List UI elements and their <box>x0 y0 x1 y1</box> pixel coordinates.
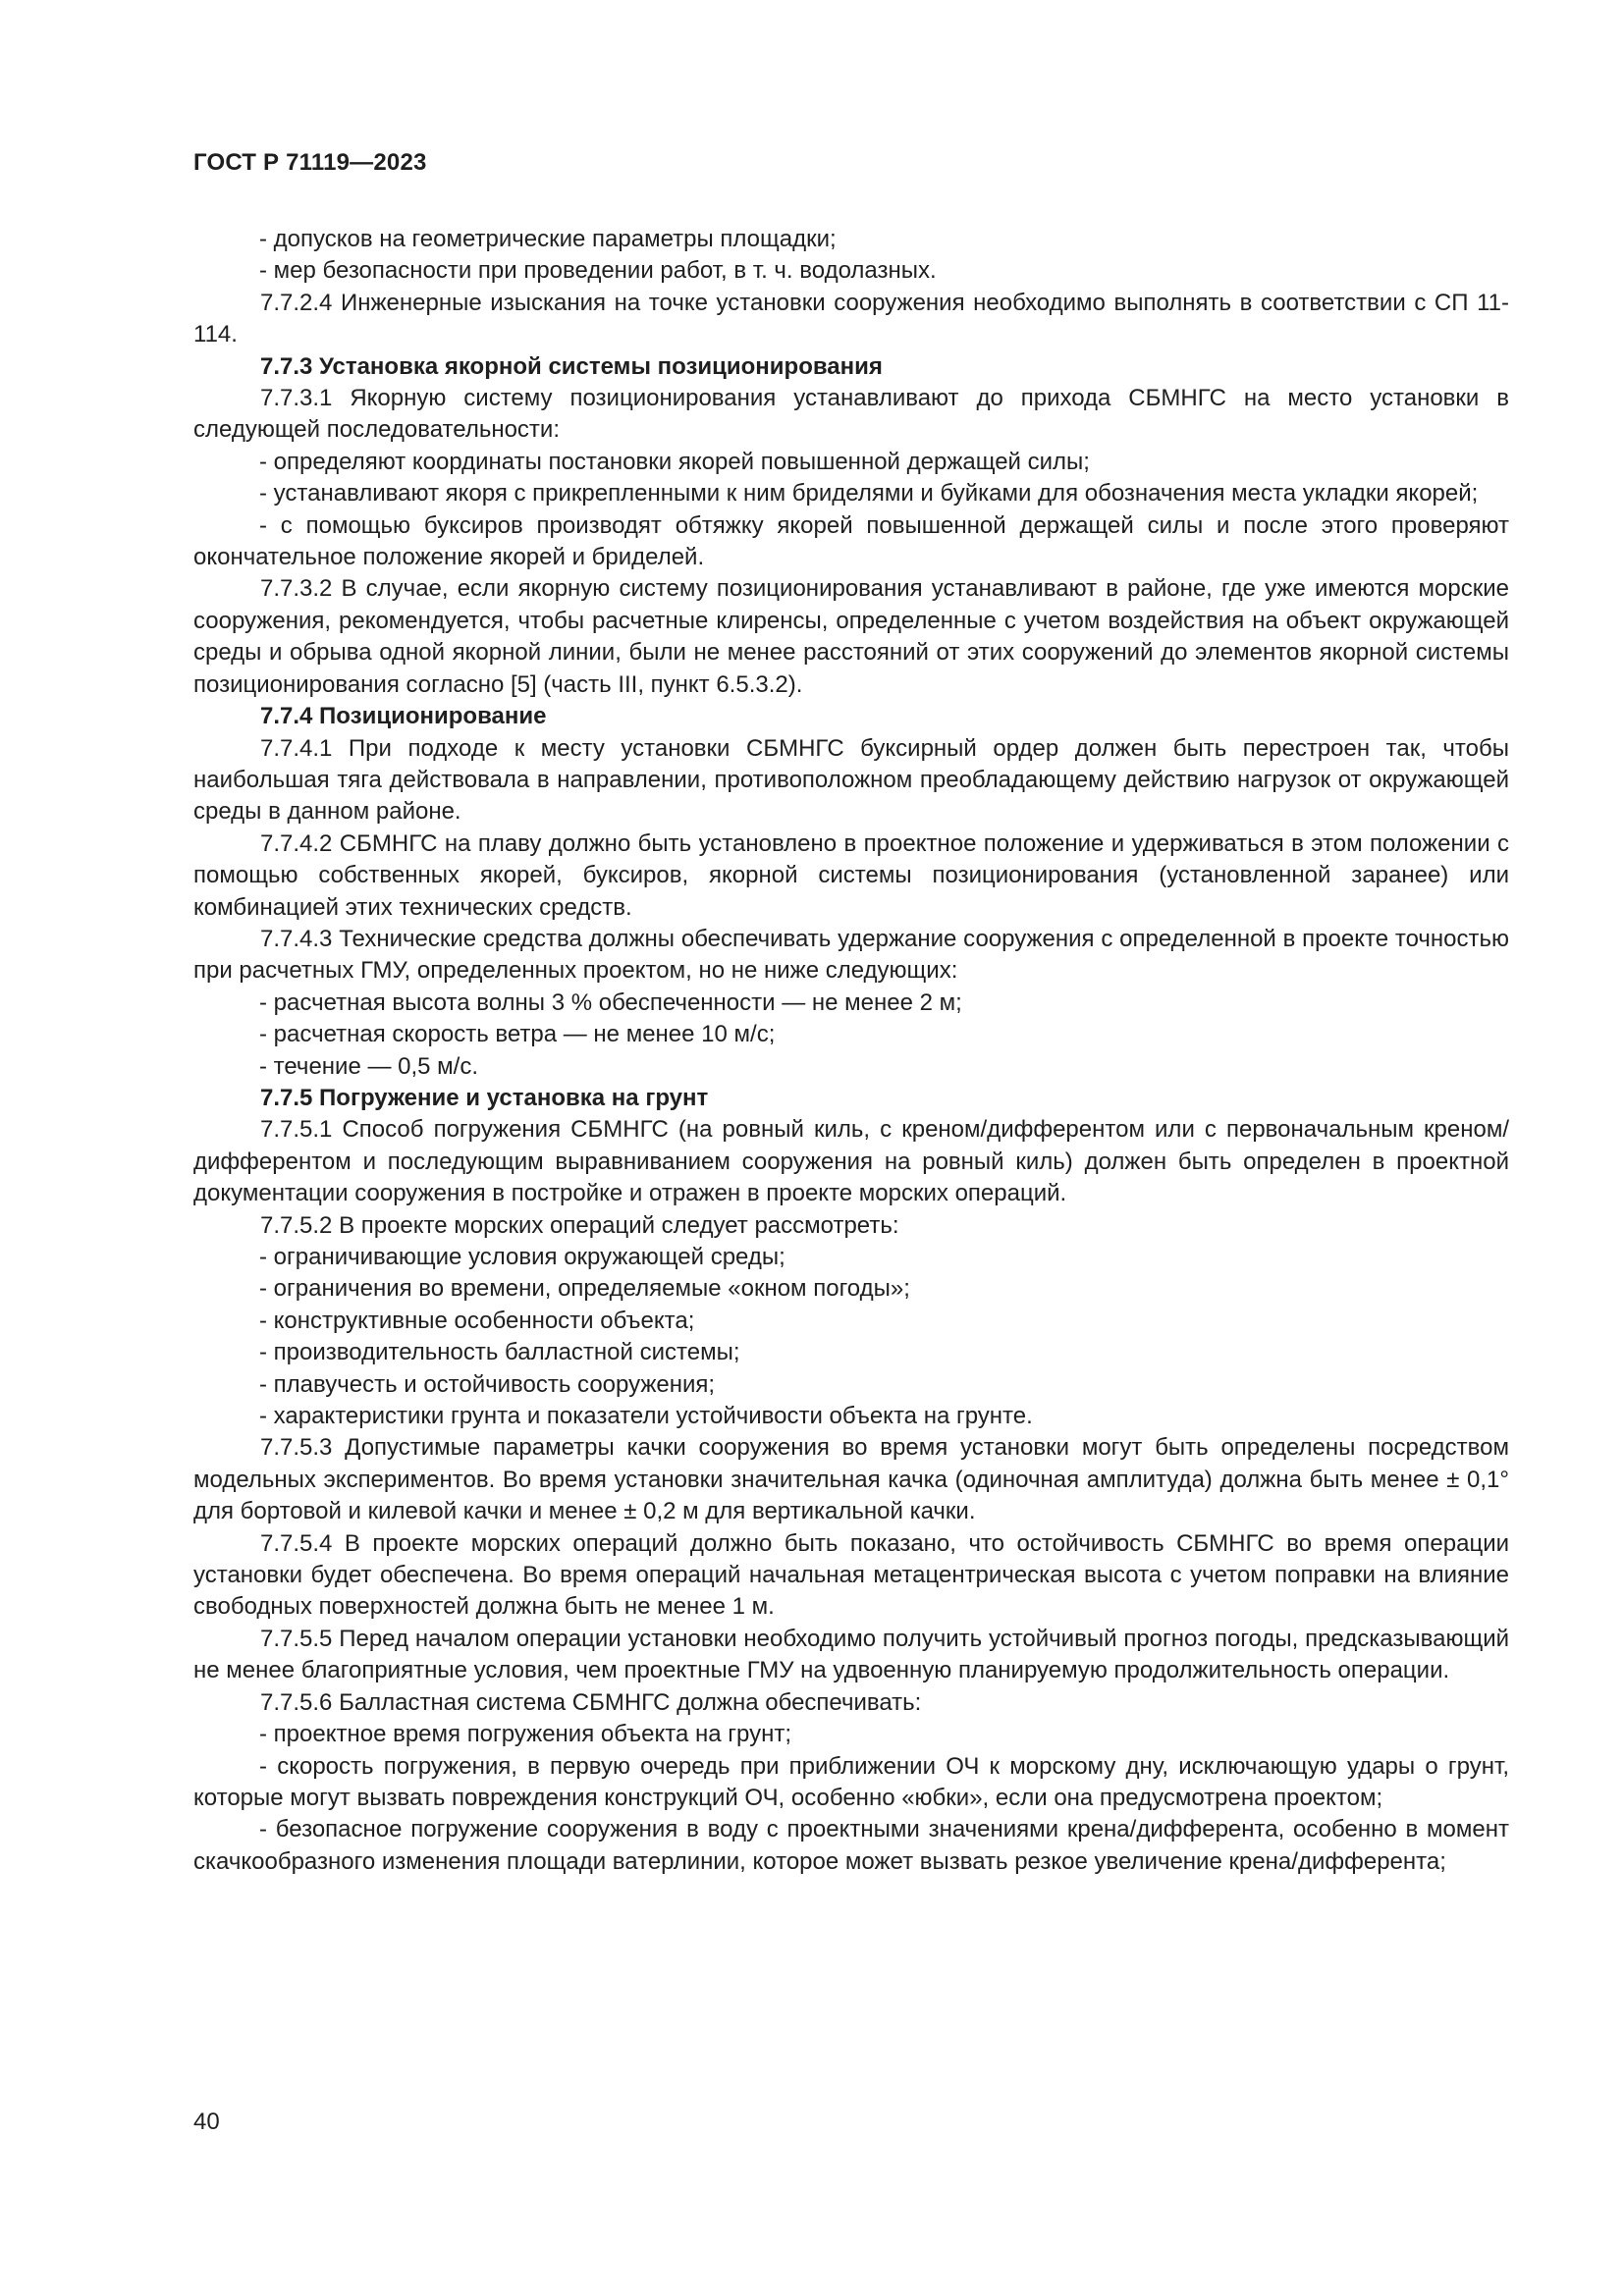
list-item: - устанавливают якоря с прикрепленными к ним бриделями и буйками для обозначения места укладки якорей; <box>259 480 1479 507</box>
list-item: - мер безопасности при проведении работ, в т. ч. водолазных. <box>259 257 937 285</box>
list-item: - конструктивные особенности объекта; <box>259 1307 695 1334</box>
paragraph: 7.7.5.3 Допустимые параметры качки сооружения во время установки могут быть определены посредством модельных экспериментов. Во время установки значительная качка (одиночная амплитуда) должна быть менее ± 0,1° для бортовой и килевой качки и менее ± 0,2 м для вертикальной качки. <box>193 1434 1509 1525</box>
document-body <box>193 224 1509 1878</box>
list-item: - определяют координаты постановки якорей повышенной держащей силы; <box>259 448 1090 475</box>
list-item: - плавучесть и остойчивость сооружения; <box>259 1370 716 1398</box>
list-item: - допусков на геометрические параметры площадки; <box>259 226 837 252</box>
list-item: - расчетная высота волны 3 % обеспеченности — не менее 2 м; <box>259 988 962 1016</box>
page-number: 40 <box>193 2109 220 2135</box>
document-header: ГОСТ Р 71119—2023 <box>193 149 427 176</box>
list-item: - с помощью буксиров производят обтяжку якорей повышенной держащей силы и после этого проверяют окончательное положение якорей и бриделей. <box>193 511 1509 571</box>
paragraph: 7.7.4.1 При подходе к месту установки СБМНГС буксирный ордер должен быть перестроен так, чтобы наибольшая тяга действовала в направлении, противоположном преобладающему действию нагрузок от окружающей среды в данном районе. <box>193 734 1509 826</box>
paragraph: 7.7.2.4 Инженерные изыскания на точке установки сооружения необходимо выполнять в соответствии с СП 11-114. <box>193 289 1509 348</box>
paragraph: 7.7.4.2 СБМНГС на плаву должно быть установлено в проектное положение и удерживаться в этом положении с помощью собственных якорей, буксиров, якорной системы позиционирования (установленной заранее) или комбинацией этих технических средств. <box>193 829 1509 921</box>
list-item: - характеристики грунта и показатели устойчивости объекта на грунте. <box>259 1403 1033 1430</box>
paragraph: 7.7.5.4 В проекте морских операций должно быть показано, что остойчивость СБМНГС во время операции установки будет обеспечена. Во время операций начальная метацентрическая высота с учетом поправки на влияние свободных поверхностей должна быть не менее 1 м. <box>193 1529 1509 1621</box>
paragraph: 7.7.3.1 Якорную систему позиционирования устанавливают до прихода СБМНГС на место установки в следующей последовательности: <box>193 385 1509 444</box>
list-item: - проектное время погружения объекта на грунт; <box>259 1721 792 1748</box>
paragraph: 7.7.5.1 Способ погружения СБМНГС (на ровный киль, с креном/дифферентом или с первоначальным креном/дифферентом и последующим выравниванием сооружения на ровный киль) должен быть определен в проектной документации сооружения в постройке и отражен в проекте морских операций. <box>193 1116 1509 1207</box>
paragraph: 7.7.4.3 Технические средства должны обеспечивать удержание сооружения с определенной в проекте точностью при расчетных ГМУ, определенных проектом, но не ниже следующих: <box>193 925 1509 985</box>
list-item: - скорость погружения, в первую очередь при приближении ОЧ к морскому дну, исключающую удары о грунт, которые могут вызвать повреждения конструкций ОЧ, особенно «юбки», если она предусмотрена проектом; <box>193 1752 1509 1811</box>
section-heading: 7.7.4 Позиционирование <box>260 703 547 730</box>
list-item: - расчетная скорость ветра — не менее 10 м/с; <box>259 1021 776 1048</box>
paragraph: 7.7.5.5 Перед началом операции установки необходимо получить устойчивый прогноз погоды, предсказывающий не менее благоприятные условия, чем проектные ГМУ на удвоенную планируемую продолжительность операции. <box>193 1625 1509 1684</box>
list-item: - ограничения во времени, определяемые «окном погоды»; <box>259 1275 910 1303</box>
section-heading: 7.7.3 Установка якорной системы позиционирования <box>260 352 883 380</box>
list-item: - течение — 0,5 м/с. <box>259 1052 478 1080</box>
paragraph: 7.7.5.6 Балластная система СБМНГС должна обеспечивать: <box>260 1688 922 1716</box>
list-item: - ограничивающие условия окружающей среды; <box>259 1244 785 1270</box>
list-item: - безопасное погружение сооружения в воду с проектными значениями крена/дифферента, особенно в момент скачкообразного изменения площади ватерлинии, которое может вызвать резкое увеличение крена/дифферента; <box>193 1816 1509 1875</box>
paragraph: 7.7.5.2 В проекте морских операций следует рассмотреть: <box>260 1211 899 1239</box>
list-item: - производительность балластной системы; <box>259 1339 740 1366</box>
paragraph: 7.7.3.2 В случае, если якорную систему позиционирования устанавливают в районе, где уже имеются морские сооружения, рекомендуется, чтобы расчетные клиренсы, определенные с учетом воздействия на объект окружающей среды и обрыва одной якорной линии, были не менее расстояний от этих сооружений до элементов якорной системы позиционирования согласно [5] (часть III, пункт 6.5.3.2). <box>193 575 1509 698</box>
section-heading: 7.7.5 Погружение и установка на грунт <box>260 1084 709 1111</box>
